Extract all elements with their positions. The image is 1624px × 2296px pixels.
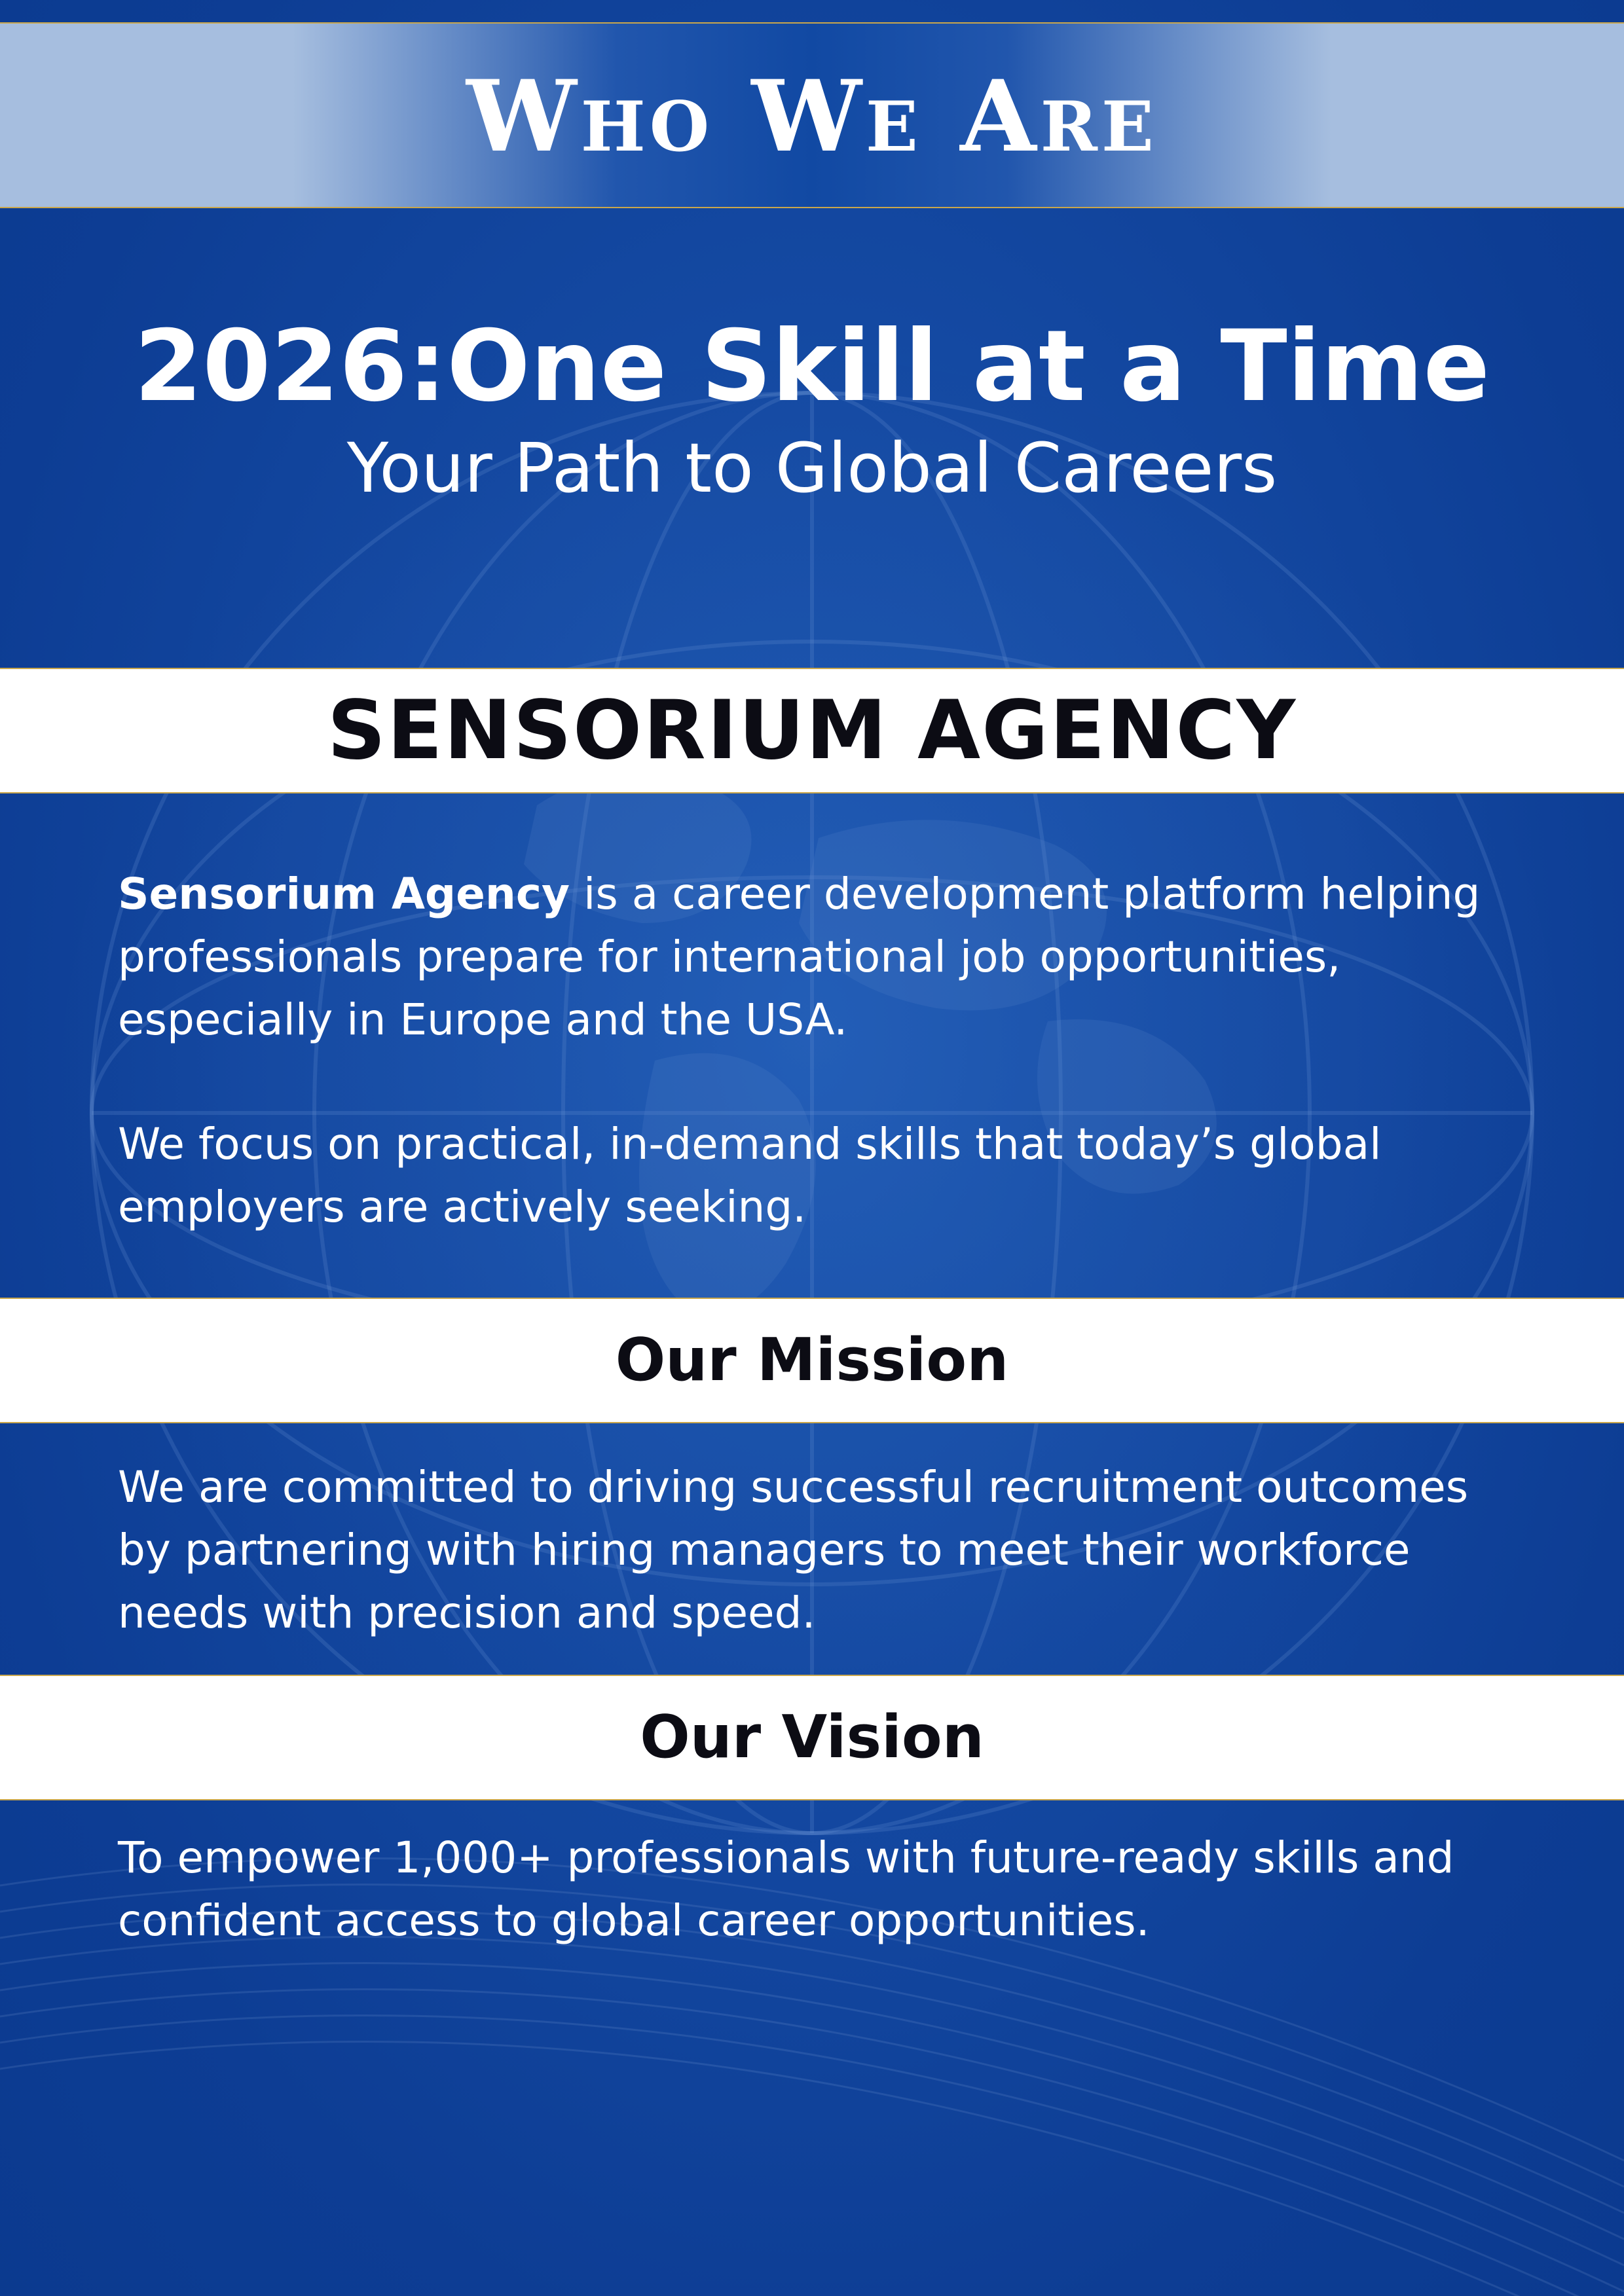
vision-heading: Our Vision [640,1703,984,1772]
mission-band [0,1298,1624,1423]
agency-band [0,668,1624,793]
vision-text: To empower 1,000+ professionals with future-ready skills and confident access to global career opportunities. [118,1832,1454,1946]
agency-intro-bold: Sensorium Agency [118,869,570,919]
page-title: Who We Are [466,59,1158,174]
hero-subtitle: Your Path to Global Careers [346,428,1278,508]
header-band [0,22,1624,208]
mission-heading: Our Mission [615,1326,1009,1394]
mission-text: We are committed to driving successful recruitment outcomes by partnering with hiring managers to meet their workforce needs with precision and speed. [118,1462,1469,1638]
agency-intro [118,863,1532,1051]
vision-band [0,1675,1624,1800]
agency-focus: We focus on practical, in-demand skills that today’s global employers are actively seeking. [118,1119,1382,1232]
hero-title: 2026:One Skill at a Time [134,310,1490,424]
agency-intro-text: is a career development platform helping professionals prepare for international job opportunities, especially in Europe and the USA. [118,869,1481,1045]
agency-name: SENSORIUM AGENCY [327,683,1297,778]
